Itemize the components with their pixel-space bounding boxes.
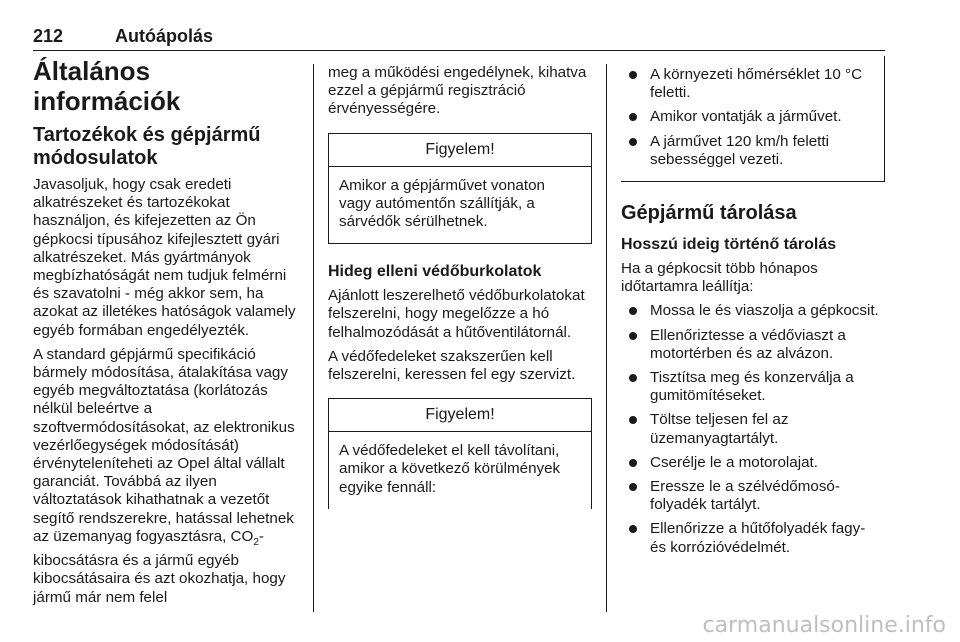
list-item: Ellenőriztesse a védőviaszt a motortérben és az alvázon. <box>621 327 885 363</box>
bullet-icon <box>629 374 637 382</box>
page-header <box>33 26 885 51</box>
notice-text: Amikor a gépjárművet vonaton vagy autómentőn szállítják, a sárvédők sérülhetnek. <box>339 176 545 231</box>
notice-heading: Figyelem! <box>329 134 591 167</box>
bullet-icon <box>629 416 637 424</box>
notice-box <box>328 398 592 509</box>
bullet-icon <box>629 113 637 121</box>
storage-heading: Gépjármű tárolása <box>621 202 797 225</box>
winter-cover-install-paragraph: A védőfedeleket szakszerűen kell felszerelni, keressen fel egy szervizt. <box>328 347 576 384</box>
bullet-icon <box>629 138 637 146</box>
watermark: carmanualsonline.info <box>702 613 946 638</box>
list-item: Töltse teljesen fel az üzemanyagtartályt. <box>621 411 885 447</box>
list-item: A járművet 120 km/h feletti sebességgel vezeti. <box>621 133 874 169</box>
modification-paragraph: A standard gépjármű specifikáció bármely módosítása, átalakítása vagy egyéb megváltoztatása (korlátozás nélkül beleértve a szoftvermódosításokat, az elektronikus vezérlőegységek módosítását) érvényteleníteheti az Opel által vállalt garanciát. Továbbá az ilyen változtatások kihathatnak a vezetőt segítő rendszerekre, hatással lehetnek az üzemanyag fogyasztásra, $CO_2$-kibocsátásra és a jármű egyéb kibocsátásaira és azt okozhatja, hogy jármű már nem felel <box>33 345 295 606</box>
list-item: Amikor vontatják a járművet. <box>621 108 874 126</box>
accessories-heading: Tartozékok és gépjármű módosulatok <box>33 124 261 169</box>
storage-intro: Ha a gépkocsit több hónapos időtartamra leállítja: <box>621 260 818 296</box>
notice-continued-box <box>621 56 885 182</box>
list-item: Tisztítsa meg és konzerválja a gumitömítéseket. <box>621 369 885 405</box>
column-middle <box>328 64 592 523</box>
list-item: A környezeti hőmérséklet 10 °C feletti. <box>621 66 874 102</box>
long-storage-heading: Hosszú ideig történő tárolás <box>621 236 837 254</box>
notice-text: A védőfedeleket el kell távolítani, amikor a következő körülmények egyike fennáll: <box>339 442 561 496</box>
bullet-icon <box>629 71 637 79</box>
page-number: 212 <box>33 26 64 46</box>
notice-box <box>328 133 592 245</box>
column-divider <box>606 64 607 612</box>
list-item: Mossa le és viaszolja a gépkocsit. <box>621 302 885 320</box>
winter-cover-heading: Hideg elleni védőburkolatok <box>328 263 542 281</box>
notice-condition-list <box>621 66 874 169</box>
bullet-icon <box>629 459 637 467</box>
page-heading: Általános információk <box>33 56 181 116</box>
column-divider <box>313 64 314 612</box>
storage-steps-list <box>621 302 885 556</box>
bullet-icon <box>629 332 637 340</box>
list-item: Ellenőrizze a hűtőfolyadék fagy- és korrózióvédelmét. <box>621 520 885 556</box>
column-left <box>33 56 303 613</box>
list-item: Eressze le a szélvédőmosó-folyadék tartályt. <box>621 478 885 514</box>
bullet-icon <box>629 483 637 491</box>
column-right <box>621 64 885 565</box>
bullet-icon <box>629 307 637 315</box>
winter-cover-paragraph: Ajánlott leszerelhető védőburkolatokat felszerelni, hogy megelőzze a hó felhalmozódását a hűtőventilátornál. <box>328 287 585 341</box>
list-item: Cserélje le a motorolajat. <box>621 454 885 472</box>
accessories-paragraph: Javasoljuk, hogy csak eredeti alkatrészeket és tartozékokat használjon, és kifejezetten az Ön gépkocsi típusához kifejlesztett gyári alkatrészeket. Más gyártmányok megbízhatóságát nem tudjuk felmérni és szavatolni - még akkor sem, ha azokat az illetékes hatóságok valamely egyéb formában engedélyezték. <box>33 176 296 339</box>
section-title: Autóápolás <box>115 26 214 46</box>
notice-heading: Figyelem! <box>329 399 591 432</box>
bullet-icon <box>629 525 637 533</box>
continued-paragraph: meg a működési engedélynek, kihatva ezzel a gépjármű regisztráció érvényességére. <box>328 64 587 118</box>
